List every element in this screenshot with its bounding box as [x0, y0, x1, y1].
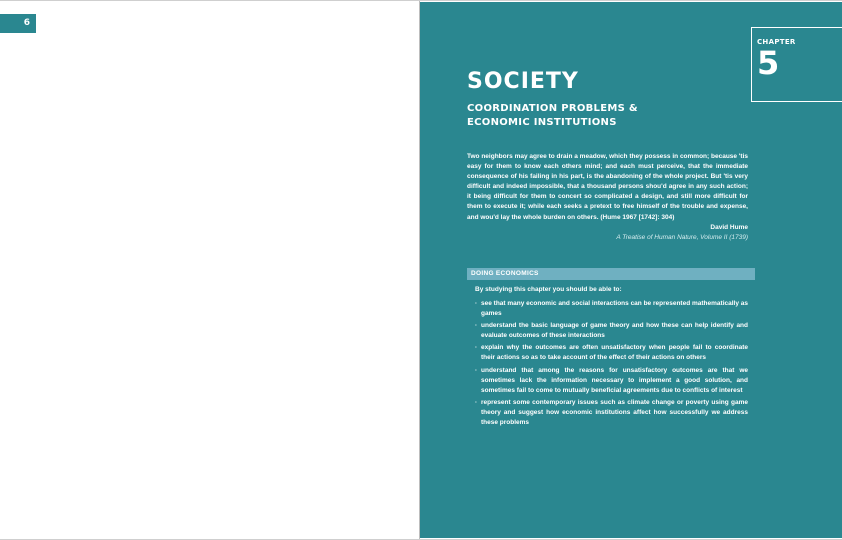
epigraph-author: David Hume — [710, 224, 748, 231]
objective-item: · see that many economic and social interactions can be represented mathematically as games — [475, 300, 748, 318]
doing-economics-header: DOING ECONOMICS — [467, 268, 755, 280]
chapter-subtitle — [467, 102, 667, 130]
chapter-label: CHAPTER — [757, 38, 796, 46]
objective-item: · explain why the outcomes are often unsatisfactory when people fail to coordinate their actions so as to take account of the effect of their actions on others — [475, 344, 748, 362]
bullet-icon: · — [475, 366, 478, 374]
objectives-list — [475, 299, 748, 430]
chapter-number: 5 — [757, 44, 780, 82]
page-number-tab: 6 — [0, 14, 36, 33]
objectives-intro: By studying this chapter you should be able to: — [475, 286, 622, 293]
chapter-box — [751, 27, 842, 102]
epigraph-source: A Treatise of Human Nature, Volume II (1739) — [616, 234, 748, 241]
bullet-icon: · — [475, 322, 478, 330]
chapter-title: SOCIETY — [467, 69, 579, 94]
bullet-icon: · — [475, 300, 478, 307]
bullet-icon: · — [475, 398, 478, 406]
objective-item: · understand the basic language of game theory and how these can help identify and evaluate outcomes of these interactions — [475, 322, 748, 340]
objective-item: · understand that among the reasons for unsatisfactory outcomes are that we sometimes lack the information necessary to implement a good solution, and sometimes fail to come to mutually beneficial agreements due to conflicts of interest — [475, 366, 748, 394]
subtitle-line-1: COORDINATION PROBLEMS & — [467, 103, 638, 114]
objective-item: · represent some contemporary issues such as climate change or poverty using game theory and suggest how economic institutions affect how successfully we address these problems — [475, 398, 748, 427]
epigraph-quote: Two neighbors may agree to drain a meadow, which they possess in common; because 'tis easy for them to know each others mind; and each must perceive, that the immediate consequence of his failing in his part, is the abandoning of the whole project. But 'tis very difficult and indeed impossible, that a thousand persons shou'd agree in any such action; it being difficult for them to concert so complicated a design, and still more difficult for them to execute it; while each seeks a pretext to free himself of the trouble and expense, and wou'd lay the whole burden on others. (Hume 1967 [1742]: 304) — [467, 153, 748, 221]
subtitle-line-2: ECONOMIC INSTITUTIONS — [467, 117, 617, 128]
left-page — [0, 1, 420, 539]
bullet-icon: · — [475, 344, 478, 352]
right-page — [420, 2, 842, 538]
